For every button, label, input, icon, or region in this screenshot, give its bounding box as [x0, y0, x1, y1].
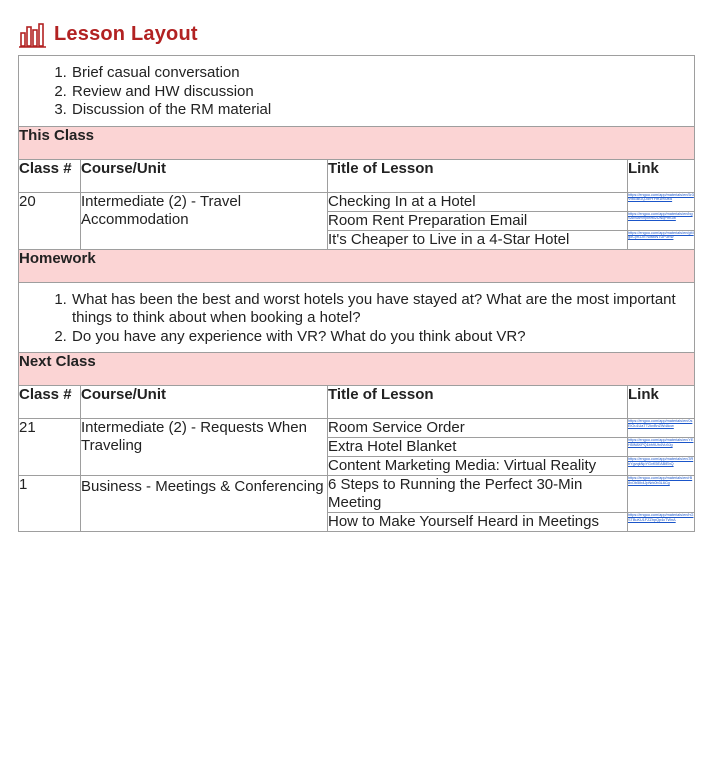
homework-cell [19, 282, 695, 353]
column-header-lesson: Title of Lesson [328, 386, 628, 419]
agenda-list [19, 56, 694, 126]
lesson-link[interactable]: https://engoo.com/app/materials/en/0sEiOu1UaTT2kxBnZWdAcw [628, 419, 693, 428]
lesson-title: Content Marketing Media: Virtual Reality [328, 457, 628, 476]
homework-item: 2. Do you have any experience with VR? What do you think about VR? [71, 328, 684, 347]
homework-list [19, 283, 694, 353]
lesson-row [19, 192, 695, 211]
lesson-title: Extra Hotel Blanket [328, 438, 628, 457]
column-header-course: Course/Unit [81, 159, 328, 192]
lesson-link[interactable]: https://engoo.com/app/materials/en/rB8vOb5Ib4JpNrk0b3L6Cg [628, 476, 693, 485]
lesson-link[interactable]: https://engoo.com/app/materials/en/3RbYgvqkNpYGvK5EABiEbQ [628, 457, 694, 466]
column-header-course: Course/Unit [81, 386, 328, 419]
lesson-link[interactable]: https://engoo.com/app/materials/en/gMgoCyn1JvTWaxiNTUP3Rw [628, 230, 694, 240]
agenda-item: 2. Review and HW discussion [71, 83, 684, 102]
homework-row [19, 282, 695, 353]
link-cell [628, 230, 695, 249]
lesson-title: 6 Steps to Running the Perfect 30-Min Meeting [328, 476, 628, 513]
column-header-row [19, 159, 695, 192]
class-number: 21 [19, 419, 81, 476]
course-unit: Intermediate (2) - Requests When Traveling [81, 419, 328, 476]
bar-chart-icon [18, 19, 48, 49]
lesson-title: Room Service Order [328, 419, 628, 438]
homework-heading: Homework [19, 249, 695, 282]
course-unit: Intermediate (2) - Travel Accommodation [81, 192, 328, 249]
class-number: 20 [19, 192, 81, 249]
homework-item: 1. What has been the best and worst hotels you have stayed at? What are the most important things to think about when booking a hotel? [71, 291, 684, 328]
link-cell [628, 192, 695, 211]
lesson-link[interactable]: https://engoo.com/app/materials/en/bgSAvS8mVpd9fo2UNqPmGw [628, 211, 693, 221]
link-cell [628, 211, 695, 230]
this-class-heading: This Class [19, 126, 695, 159]
section-header-row [19, 249, 695, 282]
lesson-table [18, 55, 695, 532]
section-header-row [19, 353, 695, 386]
document-header [18, 18, 198, 50]
page-title: Lesson Layout [54, 22, 198, 45]
agenda-cell [19, 56, 695, 127]
lesson-title: Checking In at a Hotel [328, 192, 628, 211]
column-header-link: Link [628, 386, 695, 419]
lesson-link[interactable]: https://engoo.com/app/materials/en/5r3Vf8GBGQJ5vYYm1b9JeA [628, 192, 694, 202]
agenda-item: 3. Discussion of the RM material [71, 101, 684, 120]
link-cell [628, 438, 695, 457]
agenda-row [19, 56, 695, 127]
column-header-row [19, 386, 695, 419]
agenda-item: 1. Brief casual conversation [71, 64, 684, 83]
class-number: 1 [19, 476, 81, 532]
lesson-row [19, 419, 695, 438]
course-unit: Business - Meetings & Conferencing [81, 476, 328, 532]
link-cell [628, 457, 695, 476]
link-cell [628, 476, 695, 513]
link-cell [628, 419, 695, 438]
column-header-class-num: Class # [19, 159, 81, 192]
column-header-class-num: Class # [19, 386, 81, 419]
lesson-title: It's Cheaper to Live in a 4-Star Hotel [328, 230, 628, 249]
lesson-title: How to Make Yourself Heard in Meetings [328, 513, 628, 532]
column-header-lesson: Title of Lesson [328, 159, 628, 192]
lesson-link[interactable]: https://engoo.com/app/materials/en/YEH5lN8XPQ1bh9Uh4Vu9Jg [628, 438, 694, 447]
lesson-title: Room Rent Preparation Email [328, 211, 628, 230]
next-class-heading: Next Class [19, 353, 695, 386]
lesson-row [19, 476, 695, 513]
link-cell [628, 513, 695, 532]
lesson-link[interactable]: https://engoo.com/app/materials/en/hGSTBuKU1FZZhpQp4cTWnA [628, 513, 694, 522]
column-header-link: Link [628, 159, 695, 192]
section-header-row [19, 126, 695, 159]
